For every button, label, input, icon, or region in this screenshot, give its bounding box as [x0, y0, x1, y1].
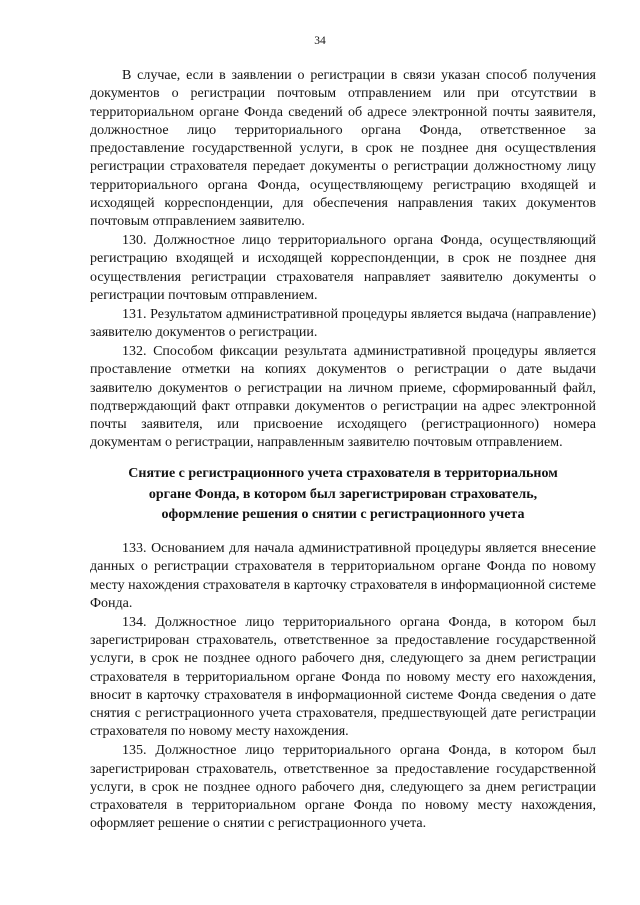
page-number: 34	[314, 35, 326, 47]
paragraph-133: 133. Основанием для начала административной процедуры является внесение данных о регистрации страхователя в территориальном органе Фонда по новому месту нахождения страхователя в карточку страхователя в информационной системе Фонда.	[90, 541, 596, 611]
paragraph-135: 135. Должностное лицо территориального органа Фонда, в котором был зарегистрирован страхователь, ответственное за предоставление государственной услуги, в срок не позднее одного рабочего дня, следующего за днем регистрации страхователя в территориальном органе Фонда по новому месту нахождения, оформляет решение о снятии с регистрационного учета.	[90, 743, 596, 832]
text-block-lower	[90, 540, 596, 834]
section-heading-line-1: Снятие с регистрационного учета страхователя в территориальном	[128, 466, 558, 481]
paragraph-134: 134. Должностное лицо территориального органа Фонда, в котором был зарегистрирован страхователь, ответственное за предоставление государственной услуги, в срок не позднее одного рабочего дня, следующего за днем регистрации страхователя в территориальном органе Фонда по новому месту его нахождения, вносит в карточку страхователя в информационной системе Фонда сведения о дате снятия с регистрационного учета страхователя, предшествующей дате регистрации страхователя по новому месту нахождения.	[90, 614, 596, 740]
paragraph-129-continuation: В случае, если в заявлении о регистрации в связи указан способ получения документов о регистрации почтовым отправлением или при отсутствии в территориальном органе Фонда сведений об адресе электронной почты заявителя, должностное лицо территориального органа Фонда, ответственное за предоставление государственной услуги, в срок не позднее дня осуществления регистрации страхователя передает документы о регистрации должностному лицу территориального органа Фонда, осуществляющему регистрацию входящей и исходящей корреспонденции, для обеспечения направления таких документов почтовым отправлением заявителю.	[90, 68, 596, 230]
paragraph-130: 130. Должностное лицо территориального органа Фонда, осуществляющий регистрацию входящей и исходящей корреспонденции, в срок не позднее дня осуществления регистрации страхователя направляет заявителю документы о регистрации почтовым отправлением.	[90, 233, 596, 304]
section-heading-line-3: оформление решения о снятии с регистрационного учета	[161, 507, 525, 522]
paragraph-131: 131. Результатом административной процедуры является выдача (направление) заявителю документов о регистрации.	[90, 306, 596, 341]
section-heading	[90, 464, 596, 526]
section-heading-line-2: органе Фонда, в котором был зарегистрирован страхователь,	[148, 486, 538, 502]
paragraph-132: 132. Способом фиксации результата административной процедуры является проставление отметки на копиях документов о регистрации о дате выдачи заявителю документов о регистрации на личном приеме, сформированный файл, подтверждающий факт отправки документов о регистрации на адрес электронной почты заявителя, или присвоение исходящего (регистрационного) номера документам о регистрации, направленным заявителю почтовым отправлением.	[90, 343, 596, 451]
text-block-upper	[90, 67, 596, 453]
